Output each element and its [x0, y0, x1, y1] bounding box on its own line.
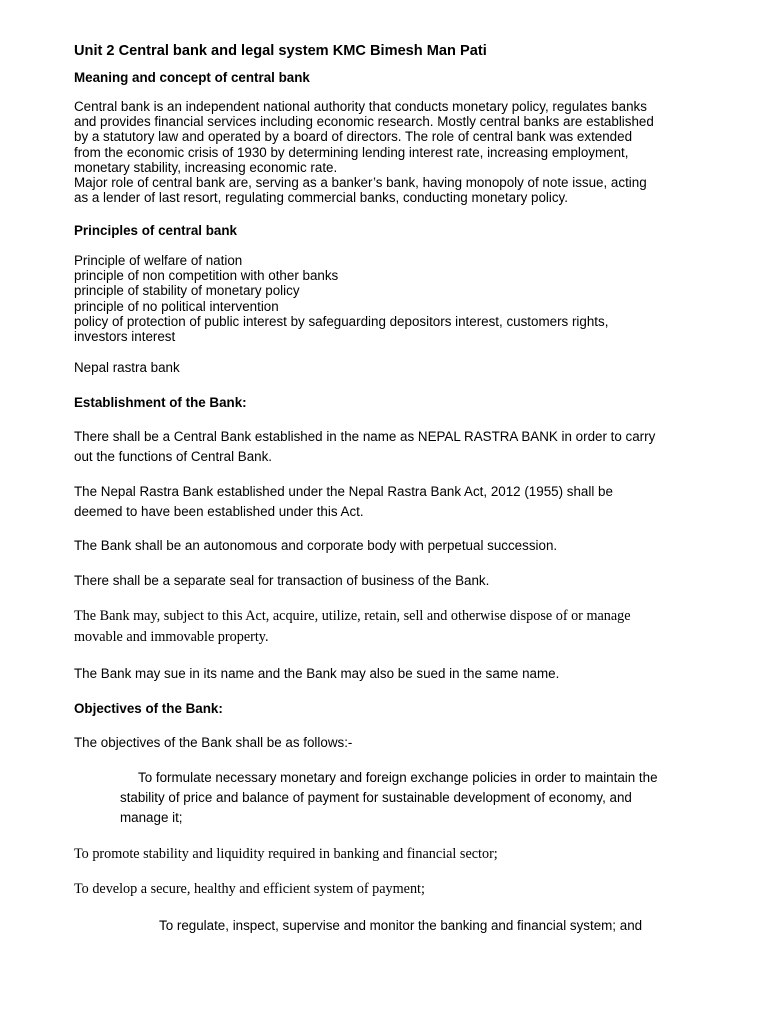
principle-item: principle of stability of monetary policy: [74, 283, 300, 299]
establishment-paragraph-3: The Bank shall be an autonomous and corporate body with perpetual succession.: [74, 538, 558, 553]
meaning-line: Central bank is an independent national authority that conducts monetary policy, regulates banks: [74, 99, 647, 114]
meaning-line: Major role of central bank are, serving as a banker’s bank, having monopoly of note issue, acting: [74, 175, 647, 191]
paragraph-line: There shall be a Central Bank established in the name as NEPAL RASTRA BANK in order to carry: [74, 429, 656, 444]
objectives-intro: The objectives of the Bank shall be as follows:-: [74, 735, 353, 750]
establishment-heading: Establishment of the Bank:: [74, 395, 247, 410]
principle-item: principle of non competition with other banks: [74, 268, 339, 284]
nrb-label: Nepal rastra bank: [74, 360, 180, 375]
objective-line: manage it;: [120, 810, 183, 825]
establishment-paragraph-4: There shall be a separate seal for transaction of business of the Bank.: [74, 573, 490, 588]
establishment-paragraph-6: The Bank may sue in its name and the Bank may also be sued in the same name.: [74, 666, 560, 681]
meaning-line: by a statutory law and operated by a board of directors. The role of central bank was extended: [74, 129, 633, 145]
establishment-paragraph-1: [74, 427, 655, 467]
paragraph-line: out the functions of Central Bank.: [74, 449, 273, 464]
objective-item-2: To promote stability and liquidity required in banking and financial sector;: [74, 846, 498, 862]
paragraph-line: movable and immovable property.: [74, 629, 269, 645]
principles-heading: Principles of central bank: [74, 223, 237, 238]
establishment-paragraph-2: [74, 482, 613, 522]
principle-item: principle of no political intervention: [74, 298, 279, 314]
principle-item: policy of protection of public interest by safeguarding depositors interest, customers rights,: [74, 313, 609, 329]
meaning-line: as a lender of last resort, regulating commercial banks, conducting monetary policy.: [74, 190, 568, 206]
meaning-line: and provides financial services including economic research. Mostly central banks are established: [74, 114, 654, 130]
meaning-line: monetary stability, increasing economic rate.: [74, 159, 338, 175]
meaning-heading: Meaning and concept of central bank: [74, 70, 310, 85]
objective-line: To formulate necessary monetary and foreign exchange policies in order to maintain the: [138, 770, 658, 785]
objectives-heading: Objectives of the Bank:: [74, 701, 223, 716]
objective-line: stability of price and balance of payment for sustainable development of economy, and: [120, 790, 632, 805]
principle-item: Principle of welfare of nation: [74, 253, 243, 268]
paragraph-line: The Nepal Rastra Bank established under the Nepal Rastra Bank Act, 2012 (1955) shall be: [74, 484, 613, 499]
paragraph-line: The Bank may, subject to this Act, acquire, utilize, retain, sell and otherwise dispose of or manage: [74, 608, 631, 624]
meaning-line: from the economic crisis of 1930 by determining lending interest rate, increasing employment,: [74, 144, 629, 160]
document-title: Unit 2 Central bank and legal system KMC Bimesh Man Pati: [74, 43, 487, 59]
objective-item-3: To develop a secure, healthy and efficient system of payment;: [74, 881, 425, 897]
principle-item: investors interest: [74, 329, 176, 345]
paragraph-line: deemed to have been established under this Act.: [74, 504, 364, 519]
establishment-paragraph-5: [74, 606, 631, 648]
principles-list: [74, 253, 608, 344]
objective-item-4: To regulate, inspect, supervise and monitor the banking and financial system; and: [159, 918, 643, 933]
objective-item-1: [120, 768, 658, 828]
meaning-paragraph: [74, 99, 654, 205]
